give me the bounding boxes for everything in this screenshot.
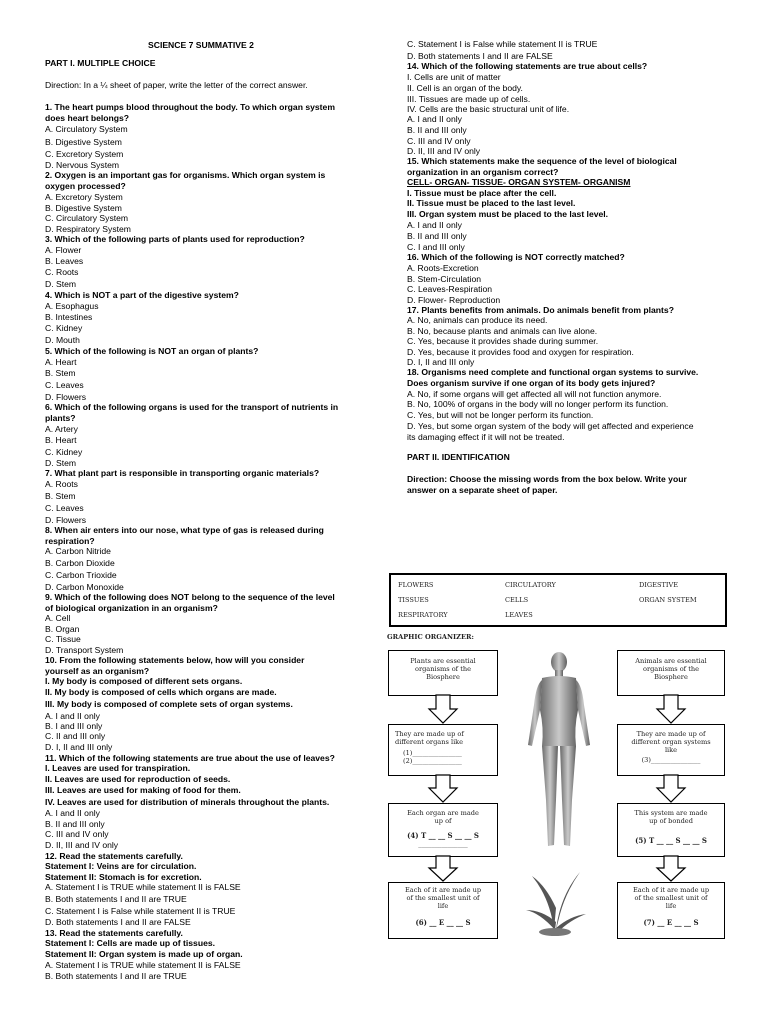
each-organ-box: Each organ are made up of (4) T __ __ S __ __ S _______________ [388, 803, 498, 857]
left-text-line: A. Circulatory System [45, 124, 128, 134]
left-text-line: A. Excretory System [45, 192, 123, 202]
left-text-line: B. Heart [45, 435, 77, 445]
blank-3: (3)_______________ [641, 756, 701, 764]
right-text-line: I. Cells are unit of matter [407, 72, 501, 82]
word-cells: CELLS [505, 596, 529, 604]
right-text-line: I. Tissue must be place after the cell. [407, 188, 557, 198]
left-text-line: D. Transport System [45, 645, 124, 655]
left-text-line: does heart belongs? [45, 113, 130, 123]
left-text-line: oxygen processed? [45, 181, 126, 191]
right-text-line: C. Yes, but will not be longer perform its function. [407, 410, 594, 420]
right-text-line: 15. Which statements make the sequence of the level of biological [407, 156, 677, 166]
left-text-line: C. Circulatory System [45, 213, 129, 223]
right-text-line: D. Yes, because it provides food and oxygen for respiration. [407, 347, 634, 357]
left-text-line: 6. Which of the following organs is used for the transport of nutrients in [45, 402, 339, 412]
left-text-line: C. Leaves [45, 380, 84, 390]
left-text-line: 9. Which of the following does NOT belong to the sequence of the level [45, 592, 335, 602]
right-text-line: II. Cell is an organ of the body. [407, 83, 523, 93]
animals-systems-box: They are made up of different organ systems like (3)_______________ [617, 724, 725, 776]
left-text-line: B. Stem [45, 491, 76, 501]
left-text-line: B. Digestive System [45, 137, 122, 147]
right-text-line: A. No, animals can produce its need. [407, 315, 548, 325]
right-text-line: C. Statement I is False while statement II is TRUE [407, 39, 598, 49]
left-text-line: respiration? [45, 536, 95, 546]
left-text-line: D. Carbon Monoxide [45, 582, 124, 592]
left-text-line: I. Leaves are used for transpiration. [45, 763, 191, 773]
right-text-line: III. Organ system must be placed to the last level. [407, 209, 609, 219]
left-text-line: A. I and II only [45, 808, 100, 818]
right-text-line: B. No, 100% of organs in the body will no longer perform its function. [407, 399, 669, 409]
left-text-line: A. Carbon Nitride [45, 546, 111, 556]
right-text-line: A. No, if some organs will get affected all will not function anymore. [407, 389, 662, 399]
blank-2: (2)_______________ [403, 757, 462, 765]
right-text-line: C. Yes, because it provides shade during summer. [407, 336, 599, 346]
left-text-line: A. Statement I is TRUE while statement II is FALSE [45, 882, 241, 892]
page-title: SCIENCE 7 SUMMATIVE 2 [148, 40, 254, 50]
left-text-line: D. Flowers [45, 515, 87, 525]
blank-7: (7) __ E __ __ S [643, 918, 699, 927]
left-text-line: B. Leaves [45, 256, 84, 266]
plants-organs-box: They are made up of different organs like (1)_______________ (2)_______________ [388, 724, 498, 776]
left-text-line: Statement I: Cells are made up of tissues. [45, 938, 216, 948]
left-text-line: C. Tissue [45, 634, 81, 644]
right-text-line: C. III and IV only [407, 136, 471, 146]
right-text-line: D. Yes, but some organ system of the body will get affected and experience [407, 421, 694, 431]
right-text-line: B. II and III only [407, 125, 467, 135]
left-text-line: 5. Which of the following is NOT an organ of plants? [45, 346, 259, 356]
right-text-line: II. Tissue must be placed to the last level. [407, 198, 576, 208]
left-text-line: yourself as an organism? [45, 666, 150, 676]
right-text-line: C. I and III only [407, 242, 465, 252]
right-text-line: Direction: Choose the missing words from the box below. Write your [407, 474, 687, 484]
left-text-line: IV. Leaves are used for distribution of minerals throughout the plants. [45, 797, 330, 807]
left-text-line: 2. Oxygen is an important gas for organisms. Which organ system is [45, 170, 326, 180]
graphic-organizer-label: GRAPHIC ORGANIZER: [387, 633, 474, 641]
word-circulatory: CIRCULATORY [505, 581, 556, 589]
left-text-line: D. Stem [45, 458, 77, 468]
right-text-line: 14. Which of the following statements are true about cells? [407, 61, 648, 71]
left-text-line: B. Both statements I and II are TRUE [45, 971, 187, 981]
left-text-line: C. Leaves [45, 503, 84, 513]
left-text-line: A. I and II only [45, 711, 100, 721]
left-text-line: plants? [45, 413, 76, 423]
left-text-line: B. Both statements I and II are TRUE [45, 894, 187, 904]
blank-5: (5) T __ __ S __ __ S [635, 836, 707, 845]
left-text-line: D. Both statements I and II are FALSE [45, 917, 191, 927]
right-text-line: its damaging effect if it will not be treated. [407, 432, 565, 442]
left-text-line: C. Kidney [45, 447, 83, 457]
left-text-line: 12. Read the statements carefully. [45, 851, 183, 861]
left-text-line: B. Organ [45, 624, 80, 634]
left-text-line: D. II, III and IV only [45, 840, 119, 850]
word-respiratory: RESPIRATORY [398, 611, 448, 619]
left-text-line: II. My body is composed of cells which organs are made. [45, 687, 277, 697]
left-text-line: A. Flower [45, 245, 82, 255]
left-text-line: Statement I: Veins are for circulation. [45, 861, 197, 871]
left-text-line: 1. The heart pumps blood throughout the body. To which organ system [45, 102, 335, 112]
right-text-line: answer on a separate sheet of paper. [407, 485, 558, 495]
plants-smallest-box: Each of it are made up of the smallest unit of life (6) __ E __ __ S [388, 882, 498, 939]
right-text-line: IV. Cells are the basic structural unit of life. [407, 104, 570, 114]
left-text-line: A. Statement I is TRUE while statement II is FALSE [45, 960, 241, 970]
word-digestive: DIGESTIVE [639, 581, 679, 589]
right-text-line: organization in an organism correct? [407, 167, 559, 177]
left-text-line: 13. Read the statements carefully. [45, 928, 183, 938]
right-text-line: B. Stem-Circulation [407, 274, 482, 284]
left-text-line: B. Stem [45, 368, 76, 378]
left-text-line: Direction: In a ¼ sheet of paper, write the letter of the correct answer. [45, 80, 308, 90]
right-text-line: B. II and III only [407, 231, 467, 241]
left-text-line: 10. From the following statements below, how will you consider [45, 655, 305, 665]
left-text-line: C. Statement I is False while statement II is TRUE [45, 906, 236, 916]
blank-1: (1)_______________ [403, 749, 462, 757]
left-text-line: D. Mouth [45, 335, 80, 345]
left-text-line: 3. Which of the following parts of plants used for reproduction? [45, 234, 305, 244]
right-text-line: D. Flower- Reproduction [407, 295, 501, 305]
left-text-line: Statement II: Organ system is made up of organ. [45, 949, 243, 959]
left-text-line: III. Leaves are used for making of food for them. [45, 785, 241, 795]
left-text-line: D. I, II and III only [45, 742, 113, 752]
left-text-line: B. I and III only [45, 721, 103, 731]
left-text-line: B. II and III only [45, 819, 105, 829]
system-bonded-box: This system are made up of bonded (5) T __ __ S __ __ S [617, 803, 725, 857]
right-text-line: A. I and II only [407, 114, 462, 124]
left-text-line: II. Leaves are used for reproduction of seeds. [45, 774, 231, 784]
right-text-line: D. Both statements I and II are FALSE [407, 51, 553, 61]
left-text-line: D. Flowers [45, 392, 87, 402]
plants-essential-box: Plants are essential organisms of the Biosphere [388, 650, 498, 696]
left-text-line: 4. Which is NOT a part of the digestive system? [45, 290, 239, 300]
left-text-line: D. Respiratory System [45, 224, 131, 234]
left-text-line: A. Cell [45, 613, 71, 623]
left-text-line: A. Esophagus [45, 301, 99, 311]
word-tissues: TISSUES [398, 596, 429, 604]
left-text-line: B. Intestines [45, 312, 93, 322]
right-text-line: D. II, III and IV only [407, 146, 481, 156]
right-text-line: B. No, because plants and animals can live alone. [407, 326, 598, 336]
left-text-line: III. My body is composed of complete sets of organ systems. [45, 699, 293, 709]
left-text-line: of biological organization in an organism? [45, 603, 218, 613]
right-text-line: A. Roots-Excretion [407, 263, 479, 273]
left-text-line: C. II and III only [45, 731, 106, 741]
left-text-line: PART I. MULTIPLE CHOICE [45, 58, 156, 68]
left-text-line: B. Digestive System [45, 203, 122, 213]
left-text-line: 8. When air enters into our nose, what type of gas is released during [45, 525, 324, 535]
right-text-line: C. Leaves-Respiration [407, 284, 493, 294]
animals-smallest-box: Each of it are made up of the smallest unit of life (7) __ E __ __ S [617, 882, 725, 939]
left-text-line: C. III and IV only [45, 829, 109, 839]
left-text-line: A. Heart [45, 357, 77, 367]
right-text-line: Does organism survive if one organ of its body gets injured? [407, 378, 656, 388]
plant-image [520, 858, 590, 938]
left-text-line: C. Roots [45, 267, 79, 277]
animals-essential-box: Animals are essential organisms of the Biosphere [617, 650, 725, 696]
word-organ-system: ORGAN SYSTEM [639, 596, 697, 604]
left-text-line: 11. Which of the following statements are true about the use of leaves? [45, 753, 335, 763]
left-text-line: D. Nervous System [45, 160, 120, 170]
left-text-line: A. Artery [45, 424, 78, 434]
left-text-line: C. Carbon Trioxide [45, 570, 117, 580]
left-text-line: C. Kidney [45, 323, 83, 333]
blank-4: (4) T __ __ S __ __ S [407, 831, 479, 840]
right-text-line: D. I, II and III only [407, 357, 475, 367]
left-text-line: 7. What plant part is responsible in transporting organic materials? [45, 468, 320, 478]
right-text-line: A. I and II only [407, 220, 462, 230]
word-leaves: LEAVES [505, 611, 533, 619]
right-text-line: 16. Which of the following is NOT correctly matched? [407, 252, 625, 262]
left-text-line: B. Carbon Dioxide [45, 558, 115, 568]
right-text-line: CELL- ORGAN- TISSUE- ORGAN SYSTEM- ORGANISM [407, 177, 631, 187]
left-text-line: C. Excretory System [45, 149, 124, 159]
right-text-line: 17. Plants benefits from animals. Do animals benefit from plants? [407, 305, 674, 315]
blank-6: (6) __ E __ __ S [415, 918, 471, 927]
word-flowers: FLOWERS [398, 581, 434, 589]
left-text-line: A. Roots [45, 479, 78, 489]
left-text-line: Statement II: Stomach is for excretion. [45, 872, 202, 882]
left-text-line: D. Stem [45, 279, 77, 289]
human-body-image [512, 650, 606, 860]
right-text-line: 18. Organisms need complete and functional organ systems to survive. [407, 367, 699, 377]
left-text-line: I. My body is composed of different sets organs. [45, 676, 243, 686]
right-text-line: III. Tissues are made up of cells. [407, 94, 531, 104]
right-text-line: PART II. IDENTIFICATION [407, 452, 510, 462]
